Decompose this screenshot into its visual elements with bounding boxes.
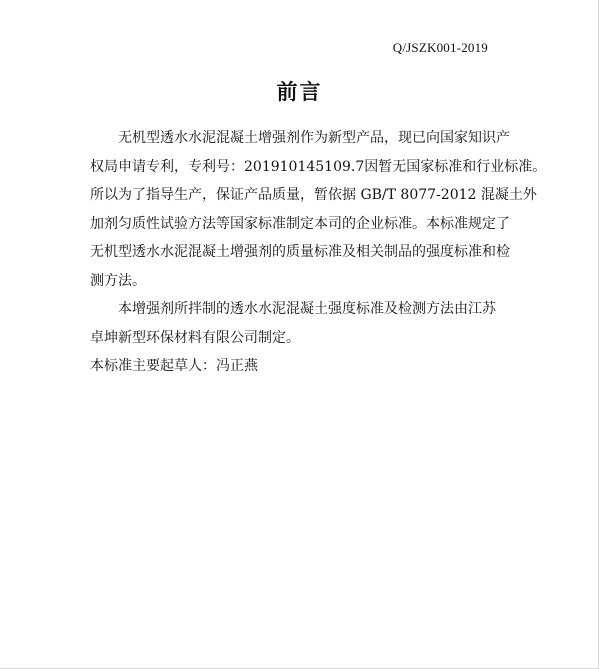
document-code: Q/JSZK001-2019 xyxy=(392,40,488,55)
paragraph-line: 测方法。 xyxy=(90,272,146,289)
page-title: 前言 xyxy=(276,80,323,104)
foreword-body xyxy=(90,124,547,381)
paragraph-line: 无机型透水水泥混凝土增强剂的质量标准及相关制品的强度标准和检 xyxy=(90,244,510,260)
paragraph-line: 加剂匀质性试验方法等国家标准制定本司的企业标准。本标准规定了 xyxy=(90,215,510,232)
drafter-line: 本标准主要起草人：冯正燕 xyxy=(90,358,258,374)
paragraph-line: 本增强剂所拌制的透水水泥混凝土强度标准及检测方法由江苏 xyxy=(118,301,496,317)
paragraph-line: 所以为了指导生产，保证产品质量，暂依据 GB/T 8077-2012 混凝土外 xyxy=(90,187,537,203)
paragraph-line: 无机型透水水泥混凝土增强剂作为新型产品，现已向国家知识产 xyxy=(118,130,510,146)
paragraph-line: 卓坤新型环保材料有限公司制定。 xyxy=(90,329,300,346)
paragraph-line: 权局申请专利，专利号：201910145109.7因暂无国家标准和行业标准。 xyxy=(90,158,547,175)
